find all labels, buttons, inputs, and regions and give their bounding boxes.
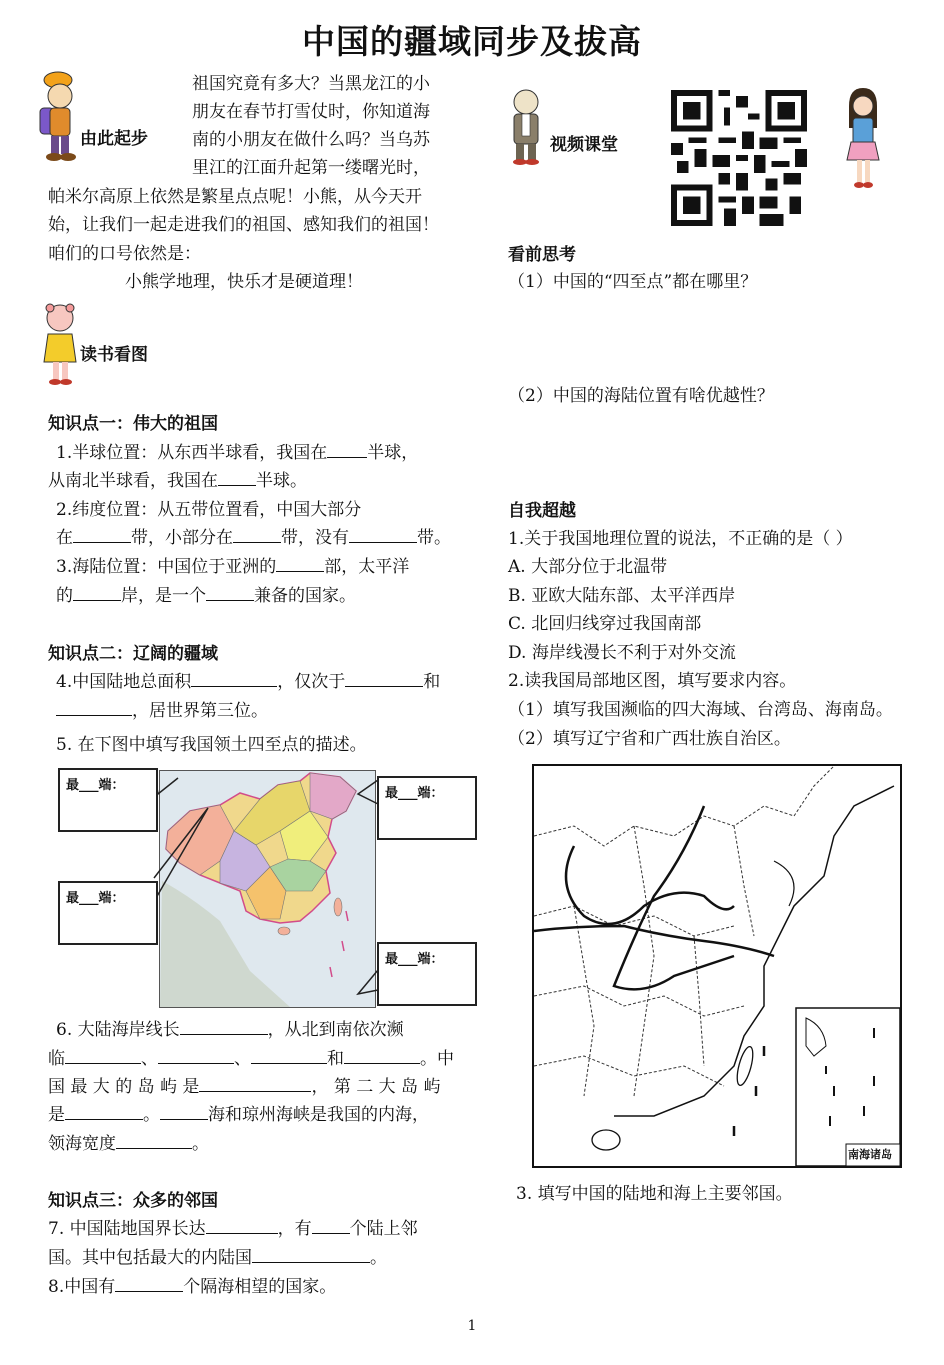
k2-l10-text-a: 领海宽度	[48, 1134, 116, 1154]
bear-teacher-icon	[504, 88, 548, 171]
k3-l3-text-b: 个隔海相望的国家。	[183, 1277, 337, 1297]
k2-l7-text-b: 、	[141, 1049, 158, 1069]
k1-line-3: 2.纬度位置：从五带位置看，中国大部分	[56, 500, 362, 520]
girl-reading-icon	[845, 88, 881, 197]
beyond-option-b[interactable]: B. 亚欧大陆东部、太平洋西岸	[508, 586, 736, 606]
k1-line-5	[56, 553, 409, 581]
k2-l6-text-b: ，从北到南依次濒	[267, 1020, 404, 1040]
pig-girl-icon	[40, 302, 80, 393]
beyond-q2a: （1）填写我国濒临的四大海域、台湾岛、海南岛。	[508, 700, 893, 720]
intro-line-7: 咱们的口号依然是：	[48, 244, 201, 264]
k3-inland-country-blank[interactable]	[252, 1244, 370, 1263]
k3-line-2	[48, 1244, 387, 1272]
k1-l2-text-a: 从南北半球看，我国在	[48, 471, 218, 491]
k1-l4-text-d: 带。	[417, 528, 451, 548]
extreme-box-2-label: 最___端：	[385, 786, 444, 801]
k2-heading: 知识点二：辽阔的疆域	[48, 644, 218, 664]
k2-l7-text-a: 临	[48, 1049, 65, 1069]
intro-line-2: 朋友在春节打雪仗时，你知道海	[192, 102, 430, 122]
k2-line-3: 5. 在下图中填写我国领土四至点的描述。	[56, 735, 367, 755]
k1-hemisphere-ns-blank[interactable]	[218, 467, 256, 486]
k3-line-1	[48, 1215, 418, 1243]
k1-l1-text-b: 半球，	[367, 443, 419, 463]
k1-l6-text-b: 岸，是一个	[121, 586, 206, 606]
k2-l9-text-b: 。	[143, 1105, 160, 1125]
k2-area-blank[interactable]	[191, 668, 277, 687]
k1-pacific-coast-blank[interactable]	[73, 582, 121, 601]
qr-code-icon[interactable]	[670, 90, 808, 226]
k1-l5-text-a: 3.海陆位置：中国位于亚洲的	[56, 557, 277, 577]
k2-inner-sea-blank[interactable]	[160, 1101, 208, 1120]
k3-l2-text-a: 国。其中包括最大的内陆国	[48, 1248, 252, 1268]
k1-land-sea-blank[interactable]	[206, 582, 254, 601]
k2-l1-text-c: 和	[423, 672, 441, 692]
k3-sea-neighbor-blank[interactable]	[115, 1273, 183, 1292]
extreme-box-3-label: 最___端：	[66, 891, 125, 906]
bear-hiker-icon	[34, 70, 82, 167]
k2-country1-blank[interactable]	[345, 668, 423, 687]
intro-label: 由此起步	[80, 129, 148, 149]
beyond-option-a[interactable]: A. 大部分位于北温带	[508, 557, 668, 577]
k1-l5-text-b: 部，太平洋	[324, 557, 410, 577]
think-q2: （2）中国的海陆位置有啥优越性？	[508, 386, 774, 406]
extreme-box-1-label: 最___端：	[66, 778, 125, 793]
inset-label: 南海诸岛	[848, 1148, 892, 1161]
k1-l6-text-c: 兼备的国家。	[254, 586, 356, 606]
k3-border-length-blank[interactable]	[206, 1215, 278, 1234]
k3-l1-text-a: 7. 中国陆地国界长达	[48, 1219, 206, 1239]
k2-l1-text-a: 4.中国陆地总面积	[56, 672, 192, 692]
k1-l4-text-c: 带，没有	[281, 528, 349, 548]
k1-l1-text-a: 1.半球位置：从东西半球看，我国在	[56, 443, 328, 463]
k1-l4-text-a: 在	[56, 528, 73, 548]
k2-line-1	[56, 668, 440, 696]
k2-l1-text-b: ，仅次于	[277, 672, 346, 692]
intro-line-6: 始，让我们一起走进我们的祖国、感知我们的祖国！	[48, 215, 439, 235]
k2-l10-text-b: 。	[192, 1134, 209, 1154]
k2-sea4-blank[interactable]	[344, 1045, 420, 1064]
page-title: 中国的疆域同步及拔高	[302, 22, 642, 61]
k3-heading: 知识点三：众多的邻国	[48, 1191, 218, 1211]
k1-line-2	[48, 467, 307, 495]
k1-l4-text-b: 带，小部分在	[131, 528, 233, 548]
k2-sea1-blank[interactable]	[65, 1045, 141, 1064]
intro-line-1: 祖国究竟有多大？当黑龙江的小	[192, 74, 430, 94]
k2-line-10	[48, 1130, 209, 1158]
k2-sea2-blank[interactable]	[158, 1045, 234, 1064]
k1-l2-text-b: 半球。	[256, 471, 307, 491]
reading-label: 读书看图	[80, 345, 148, 365]
k1-hemisphere-ew-blank[interactable]	[327, 439, 367, 458]
k2-l8-text-b: ， 第 二 大 岛 屿	[311, 1077, 441, 1097]
k3-neighbor-count-blank[interactable]	[312, 1215, 350, 1234]
k3-l3-text-a: 8.中国有	[48, 1277, 116, 1297]
think-heading: 看前思考	[508, 245, 576, 265]
k1-asia-part-blank[interactable]	[276, 553, 324, 572]
regional-outline-map	[532, 764, 902, 1168]
think-q1: （1）中国的“四至点”都在哪里？	[508, 272, 758, 292]
k1-line-1	[56, 439, 418, 467]
k2-line-6	[56, 1016, 404, 1044]
beyond-q2b: （2）填写辽宁省和广西壮族自治区。	[508, 729, 791, 749]
k2-second-island-blank[interactable]	[65, 1101, 143, 1120]
k2-territorial-width-blank[interactable]	[116, 1130, 192, 1149]
k1-line-6	[56, 582, 356, 610]
k2-l2-text: ，居世界第三位。	[132, 701, 268, 721]
intro-line-5: 帕米尔高原上依然是繁星点点呢！小熊，从今天开	[48, 187, 422, 207]
beyond-q2: 2.读我国局部地区图，填写要求内容。	[508, 671, 797, 691]
k3-l2-text-b: 。	[370, 1248, 387, 1268]
k1-zone-major-blank[interactable]	[73, 524, 131, 543]
k2-coastline-blank[interactable]	[180, 1016, 268, 1035]
beyond-option-d[interactable]: D. 海岸线漫长不利于对外交流	[508, 643, 736, 663]
k1-zone-minor-blank[interactable]	[233, 524, 281, 543]
k2-country2-blank[interactable]	[56, 697, 132, 716]
intro-slogan: 小熊学地理，快乐才是硬道理！	[125, 272, 363, 292]
k3-l1-text-c: 个陆上邻	[349, 1219, 418, 1239]
k2-l9-text-c: 海和琼州海峡是我国的内海，	[208, 1105, 429, 1125]
k2-l7-text-c: 、	[234, 1049, 251, 1069]
k2-l7-text-e: 。中	[420, 1049, 454, 1069]
video-label: 视频课堂	[550, 135, 618, 155]
k2-line-7	[48, 1045, 454, 1073]
k2-line-9	[48, 1101, 429, 1129]
extreme-box-4-label: 最___端：	[385, 952, 444, 967]
k2-largest-island-blank[interactable]	[199, 1073, 311, 1092]
extreme-box-top-right[interactable]	[377, 776, 477, 840]
beyond-option-c[interactable]: C. 北回归线穿过我国南部	[508, 614, 702, 634]
beyond-q1: 1.关于我国地理位置的说法，不正确的是（ ）	[508, 529, 853, 549]
extreme-box-top-left[interactable]	[58, 768, 158, 832]
k3-l1-text-b: ，有	[277, 1219, 312, 1239]
k2-l9-text-a: 是	[48, 1105, 65, 1125]
k1-zone-none-blank[interactable]	[349, 524, 417, 543]
k2-line-2	[56, 697, 268, 725]
k1-line-4	[56, 524, 451, 552]
intro-line-4: 里江的江面升起第一缕曙光时，	[192, 158, 430, 178]
beyond-heading: 自我超越	[508, 501, 576, 521]
k2-sea3-blank[interactable]	[251, 1045, 327, 1064]
k3-line-3	[48, 1273, 336, 1301]
k2-l7-text-d: 和	[327, 1049, 344, 1069]
k2-l8-text-a: 国 最 大 的 岛 屿 是	[48, 1077, 200, 1097]
extreme-box-bottom-right[interactable]	[377, 942, 477, 1006]
extreme-box-left[interactable]	[58, 881, 158, 945]
k2-l6-text-a: 6. 大陆海岸线长	[56, 1020, 180, 1040]
page-number: 1	[467, 1318, 477, 1334]
intro-line-3: 南的小朋友在做什么吗？当乌苏	[192, 130, 430, 150]
beyond-q3: 3. 填写中国的陆地和海上主要邻国。	[516, 1184, 793, 1204]
k1-heading: 知识点一：伟大的祖国	[48, 414, 218, 434]
k2-line-8	[48, 1073, 440, 1101]
k1-l6-text-a: 的	[56, 586, 73, 606]
